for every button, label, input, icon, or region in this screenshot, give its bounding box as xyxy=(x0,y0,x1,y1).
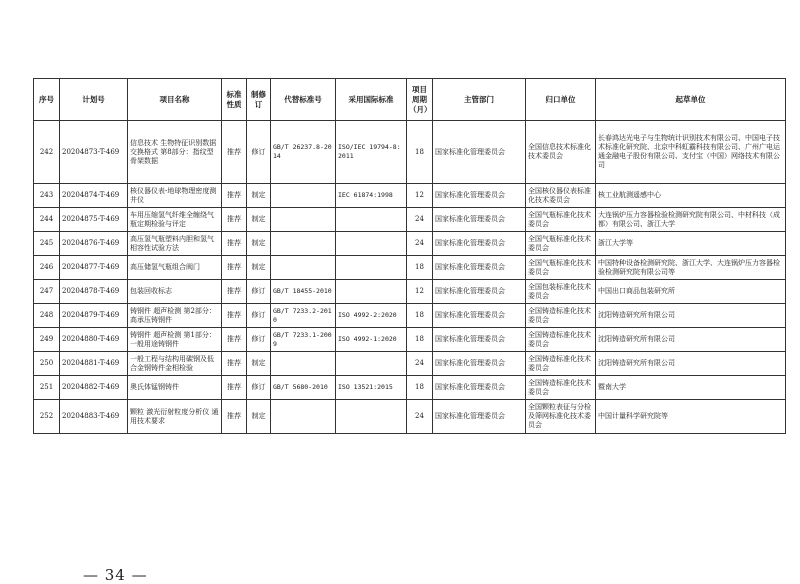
row-revise: 制定 xyxy=(247,400,271,434)
row-dept: 国家标准化管理委员会 xyxy=(433,232,526,256)
header-nature: 标准性质 xyxy=(222,79,247,121)
row-tc: 全国信息技术标准化技术委员会 xyxy=(526,121,596,184)
table-row xyxy=(34,328,786,352)
standards-plan-table xyxy=(33,78,786,434)
row-intl-standard: ISO 4992-2:2020 xyxy=(336,304,407,328)
header-drafters: 起草单位 xyxy=(596,79,786,121)
row-replaces: GB/T 7233.2-2010 xyxy=(271,304,336,328)
row-plan-no: 20204882-T-469 xyxy=(60,376,128,400)
row-project-name: 高压储氢气瓶组合阀门 xyxy=(128,256,222,280)
row-intl-standard: ISO 13521:2015 xyxy=(336,376,407,400)
row-seq: 249 xyxy=(34,328,60,352)
row-drafters: 中国计量科学研究院等 xyxy=(596,400,786,434)
row-seq: 247 xyxy=(34,280,60,304)
row-plan-no: 20204881-T-469 xyxy=(60,352,128,376)
row-dept: 国家标准化管理委员会 xyxy=(433,304,526,328)
page-number: — 34 — xyxy=(83,566,148,584)
row-seq: 251 xyxy=(34,376,60,400)
row-period: 18 xyxy=(407,376,433,400)
header-replaces: 代替标准号 xyxy=(271,79,336,121)
row-plan-no: 20204879-T-469 xyxy=(60,304,128,328)
row-seq: 244 xyxy=(34,208,60,232)
row-tc: 全国铸造标准化技术委员会 xyxy=(526,328,596,352)
row-intl-standard xyxy=(336,232,407,256)
row-revise: 修订 xyxy=(247,280,271,304)
row-tc: 全国气瓶标准化技术委员会 xyxy=(526,256,596,280)
row-period: 24 xyxy=(407,208,433,232)
row-plan-no: 20204883-T-469 xyxy=(60,400,128,434)
row-revise: 修订 xyxy=(247,376,271,400)
row-intl-standard: ISO 4992-1:2020 xyxy=(336,328,407,352)
row-intl-standard xyxy=(336,208,407,232)
row-project-name: 铸钢件 超声检测 第1部分：一般用途铸钢件 xyxy=(128,328,222,352)
row-project-name: 奥氏体锰钢铸件 xyxy=(128,376,222,400)
row-dept: 国家标准化管理委员会 xyxy=(433,121,526,184)
table-row xyxy=(34,280,786,304)
table-row xyxy=(34,400,786,434)
row-tc: 全国颗粒表征与分检及筛网标准化技术委员会 xyxy=(526,400,596,434)
row-drafters: 沈阳铸造研究所有限公司 xyxy=(596,304,786,328)
table-row xyxy=(34,232,786,256)
row-seq: 242 xyxy=(34,121,60,184)
row-replaces: GB/T 18455-2010 xyxy=(271,280,336,304)
row-replaces xyxy=(271,208,336,232)
header-revise: 制修订 xyxy=(247,79,271,121)
table-row xyxy=(34,184,786,208)
row-revise: 修订 xyxy=(247,121,271,184)
header-seq: 序号 xyxy=(34,79,60,121)
row-project-name: 高压氢气瓶塑料内胆和氢气相容性试验方法 xyxy=(128,232,222,256)
row-replaces xyxy=(271,184,336,208)
row-period: 18 xyxy=(407,328,433,352)
row-nature: 推荐 xyxy=(222,328,247,352)
row-nature: 推荐 xyxy=(222,376,247,400)
table-row xyxy=(34,376,786,400)
row-dept: 国家标准化管理委员会 xyxy=(433,400,526,434)
row-replaces: GB/T 5680-2010 xyxy=(271,376,336,400)
row-nature: 推荐 xyxy=(222,208,247,232)
row-tc: 全国铸造标准化技术委员会 xyxy=(526,352,596,376)
row-period: 18 xyxy=(407,121,433,184)
row-seq: 245 xyxy=(34,232,60,256)
row-drafters: 核工业航测遥感中心 xyxy=(596,184,786,208)
row-drafters: 长春鸿达光电子与生物统计识别技术有限公司、中国电子技术标准化研究院、北京中科虹霸科技有限公司、广州广电运通金融电子股份有限公司、支付宝（中国）网络技术有限公司 xyxy=(596,121,786,184)
row-dept: 国家标准化管理委员会 xyxy=(433,184,526,208)
row-nature: 推荐 xyxy=(222,304,247,328)
row-dept: 国家标准化管理委员会 xyxy=(433,280,526,304)
row-tc: 全国包装标准化技术委员会 xyxy=(526,280,596,304)
row-nature: 推荐 xyxy=(222,184,247,208)
row-project-name: 核仪器仪表-地球物理密度测井仪 xyxy=(128,184,222,208)
row-intl-standard xyxy=(336,256,407,280)
table-row xyxy=(34,121,786,184)
row-period: 18 xyxy=(407,256,433,280)
row-revise: 修订 xyxy=(247,328,271,352)
row-replaces xyxy=(271,400,336,434)
row-seq: 243 xyxy=(34,184,60,208)
row-plan-no: 20204877-T-469 xyxy=(60,256,128,280)
row-tc: 全国气瓶标准化技术委员会 xyxy=(526,232,596,256)
row-drafters: 中国特种设备检测研究院、浙江大学、大连锅炉压力容器检验检测研究院有限公司等 xyxy=(596,256,786,280)
header-tc: 归口单位 xyxy=(526,79,596,121)
row-plan-no: 20204874-T-469 xyxy=(60,184,128,208)
row-revise: 制定 xyxy=(247,256,271,280)
header-period: 项目周期（月） xyxy=(407,79,433,121)
row-drafters: 中国出口商品包装研究所 xyxy=(596,280,786,304)
table-row xyxy=(34,208,786,232)
table-header-row xyxy=(34,79,786,121)
header-project-name: 项目名称 xyxy=(128,79,222,121)
row-tc: 全国铸造标准化技术委员会 xyxy=(526,376,596,400)
row-intl-standard xyxy=(336,400,407,434)
row-plan-no: 20204880-T-469 xyxy=(60,328,128,352)
row-project-name: 一般工程与结构用碳钢及低合金钢铸件金相检验 xyxy=(128,352,222,376)
row-plan-no: 20204873-T-469 xyxy=(60,121,128,184)
row-replaces: GB/T 7233.1-2009 xyxy=(271,328,336,352)
row-seq: 250 xyxy=(34,352,60,376)
row-replaces xyxy=(271,232,336,256)
row-seq: 252 xyxy=(34,400,60,434)
row-drafters: 浙江大学等 xyxy=(596,232,786,256)
row-period: 24 xyxy=(407,400,433,434)
row-replaces: GB/T 26237.8-2014 xyxy=(271,121,336,184)
header-dept: 主管部门 xyxy=(433,79,526,121)
row-intl-standard: IEC 61874:1998 xyxy=(336,184,407,208)
row-nature: 推荐 xyxy=(222,280,247,304)
row-dept: 国家标准化管理委员会 xyxy=(433,208,526,232)
row-dept: 国家标准化管理委员会 xyxy=(433,256,526,280)
row-tc: 全国铸造标准化技术委员会 xyxy=(526,304,596,328)
row-plan-no: 20204876-T-469 xyxy=(60,232,128,256)
row-replaces xyxy=(271,352,336,376)
row-nature: 推荐 xyxy=(222,121,247,184)
standards-plan-sheet xyxy=(33,78,786,584)
row-period: 12 xyxy=(407,280,433,304)
row-intl-standard: ISO/IEC 19794-8:2011 xyxy=(336,121,407,184)
row-seq: 248 xyxy=(34,304,60,328)
table-row xyxy=(34,256,786,280)
row-revise: 制定 xyxy=(247,232,271,256)
row-nature: 推荐 xyxy=(222,352,247,376)
row-project-name: 颗粒 激光衍射粒度分析仪 通用技术要求 xyxy=(128,400,222,434)
row-tc: 全国气瓶标准化技术委员会 xyxy=(526,208,596,232)
header-plan-no: 计划号 xyxy=(60,79,128,121)
row-nature: 推荐 xyxy=(222,256,247,280)
row-dept: 国家标准化管理委员会 xyxy=(433,376,526,400)
row-drafters: 大连锅炉压力容器检验检测研究院有限公司、中材科技（成都）有限公司、浙江大学 xyxy=(596,208,786,232)
row-plan-no: 20204878-T-469 xyxy=(60,280,128,304)
row-drafters: 沈阳铸造研究所有限公司 xyxy=(596,328,786,352)
row-tc: 全国核仪器仪表标准化技术委员会 xyxy=(526,184,596,208)
row-revise: 制定 xyxy=(247,208,271,232)
row-revise: 制定 xyxy=(247,184,271,208)
row-project-name: 包装回收标志 xyxy=(128,280,222,304)
row-project-name: 信息技术 生物特征识别数据交换格式 第8部分：指纹型骨架数据 xyxy=(128,121,222,184)
row-intl-standard xyxy=(336,280,407,304)
row-nature: 推荐 xyxy=(222,232,247,256)
row-period: 18 xyxy=(407,304,433,328)
row-dept: 国家标准化管理委员会 xyxy=(433,352,526,376)
row-period: 24 xyxy=(407,232,433,256)
row-nature: 推荐 xyxy=(222,400,247,434)
row-period: 24 xyxy=(407,352,433,376)
row-drafters: 暨南大学 xyxy=(596,376,786,400)
header-intl-standard: 采用国际标准 xyxy=(336,79,407,121)
row-revise: 修订 xyxy=(247,304,271,328)
row-intl-standard xyxy=(336,352,407,376)
row-revise: 制定 xyxy=(247,352,271,376)
row-plan-no: 20204875-T-469 xyxy=(60,208,128,232)
row-period: 12 xyxy=(407,184,433,208)
table-row xyxy=(34,304,786,328)
table-row xyxy=(34,352,786,376)
row-replaces xyxy=(271,256,336,280)
row-drafters: 沈阳铸造研究所有限公司 xyxy=(596,352,786,376)
row-project-name: 车用压缩氢气纤维全缠绕气瓶定期检验与评定 xyxy=(128,208,222,232)
row-project-name: 铸钢件 超声检测 第2部分：高承压铸钢件 xyxy=(128,304,222,328)
row-dept: 国家标准化管理委员会 xyxy=(433,328,526,352)
row-seq: 246 xyxy=(34,256,60,280)
